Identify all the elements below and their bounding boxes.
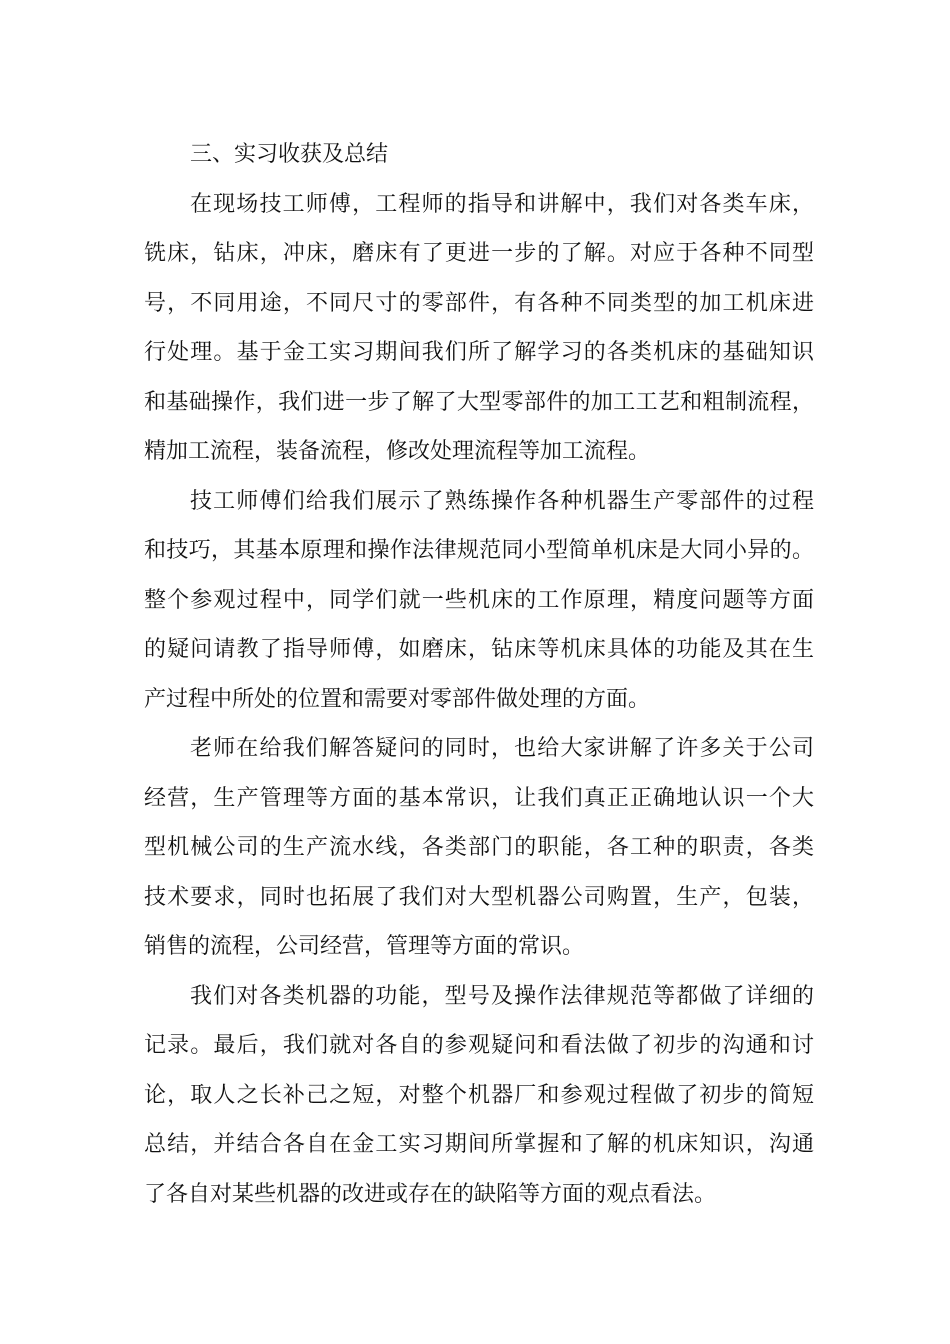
paragraph-line: 铣床，钻床，冲床，磨床有了更进一步的了解。对应于各种不同型 bbox=[144, 241, 814, 266]
paragraph-line: 和技巧，其基本原理和操作法律规范同小型简单机床是大同小异的。 bbox=[144, 538, 814, 563]
paragraph-line: 整个参观过程中，同学们就一些机床的工作原理，精度问题等方面 bbox=[144, 587, 814, 613]
paragraph-line: 销售的流程，公司经营，管理等方面的常识。 bbox=[144, 934, 585, 959]
paragraph-line: 记录。最后，我们就对各自的参观疑问和看法做了初步的沟通和讨 bbox=[144, 1033, 814, 1058]
paragraph-line: 技工师傅们给我们展示了熟练操作各种机器生产零部件的过程 bbox=[190, 488, 814, 514]
paragraph-line: 技术要求，同时也拓展了我们对大型机器公司购置，生产，包装， bbox=[144, 884, 814, 910]
paragraph-line: 行处理。基于金工实习期间我们所了解学习的各类机床的基础知识 bbox=[144, 340, 814, 365]
paragraph-line: 老师在给我们解答疑问的同时，也给大家讲解了许多关于公司 bbox=[190, 736, 814, 761]
section-heading: 三、实习收获及总结 bbox=[190, 142, 389, 167]
paragraph-line: 在现场技工师傅，工程师的指导和讲解中，我们对各类车床， bbox=[190, 191, 814, 217]
paragraph-line: 型机械公司的生产流水线，各类部门的职能，各工种的职责，各类 bbox=[144, 835, 814, 860]
paragraph-line: 产过程中所处的位置和需要对零部件做处理的方面。 bbox=[144, 686, 651, 712]
paragraph-line: 精加工流程，装备流程，修改处理流程等加工流程。 bbox=[144, 439, 651, 464]
paragraph-line: 我们对各类机器的功能，型号及操作法律规范等都做了详细的 bbox=[190, 983, 814, 1009]
paragraph-line: 了各自对某些机器的改进或存在的缺陷等方面的观点看法。 bbox=[144, 1181, 717, 1207]
paragraph-line: 和基础操作，我们进一步了解了大型零部件的加工工艺和粗制流程， bbox=[144, 389, 814, 415]
paragraph-line: 号，不同用途，不同尺寸的零部件，有各种不同类型的加工机床进 bbox=[144, 290, 814, 316]
paragraph-line: 经营，生产管理等方面的基本常识，让我们真正正确地认识一个大 bbox=[144, 785, 814, 811]
paragraph-line: 论，取人之长补己之短，对整个机器厂和参观过程做了初步的简短 bbox=[144, 1082, 814, 1108]
paragraph-line: 总结，并结合各自在金工实习期间所掌握和了解的机床知识，沟通 bbox=[144, 1132, 814, 1157]
document-body bbox=[144, 130, 814, 1219]
paragraph-line: 的疑问请教了指导师傅，如磨床，钻床等机床具体的功能及其在生 bbox=[144, 637, 814, 662]
